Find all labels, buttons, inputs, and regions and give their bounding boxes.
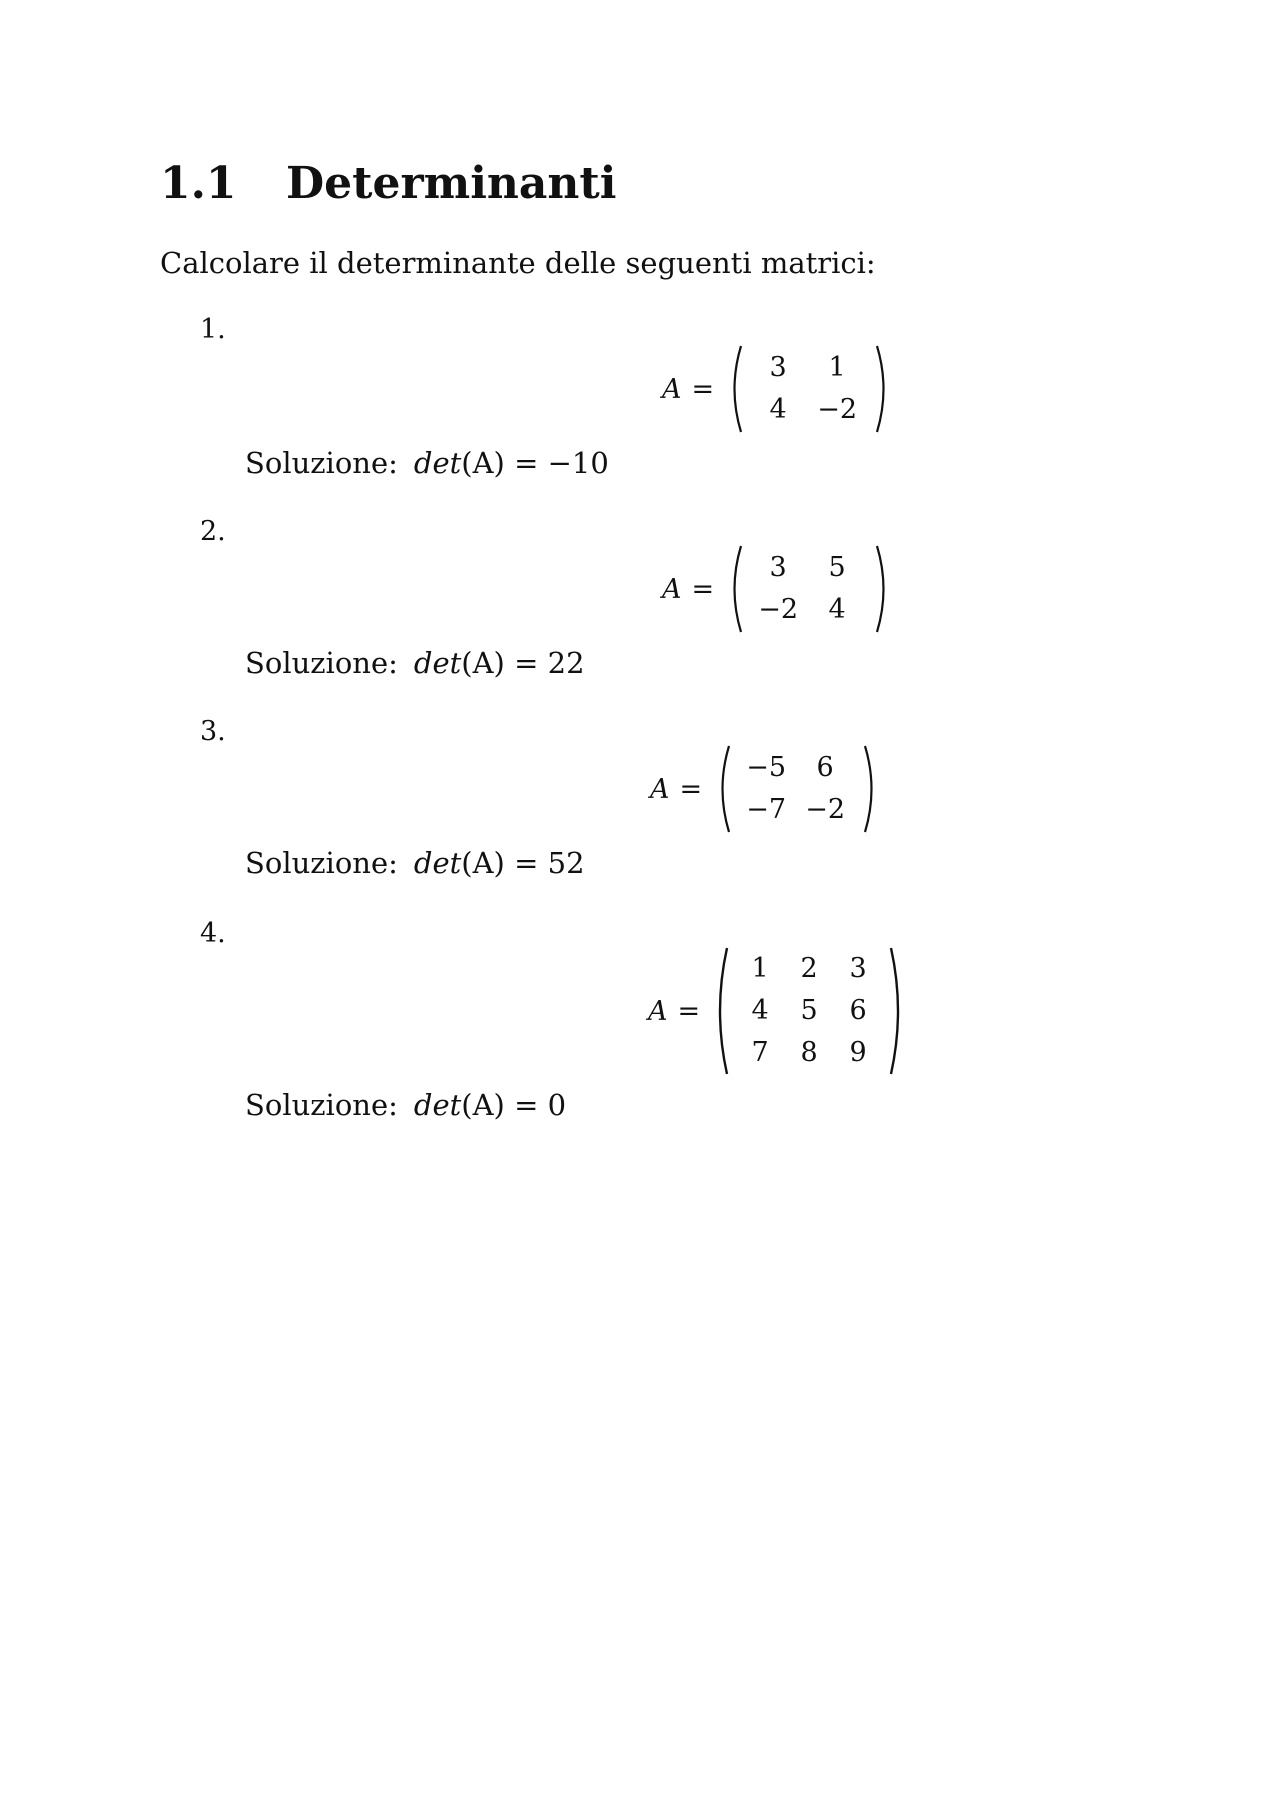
determinant-expression bbox=[414, 846, 585, 880]
matrix-cell: 9 bbox=[849, 1037, 867, 1068]
matrix-cell: 3 bbox=[769, 552, 787, 583]
matrix-cell: −2 bbox=[805, 794, 846, 825]
solution-label: Soluzione: bbox=[245, 846, 398, 880]
equals-sign: = bbox=[679, 773, 703, 805]
exercise-2-label: 2. bbox=[200, 516, 226, 547]
determinant-expression bbox=[414, 646, 585, 680]
section-number: 1.1 bbox=[160, 158, 237, 209]
matrix-2x2 bbox=[744, 550, 874, 628]
left-paren-icon bbox=[726, 344, 744, 434]
matrix-cell: 1 bbox=[828, 352, 846, 383]
determinant-expression bbox=[414, 446, 609, 480]
matrix-cell: 5 bbox=[828, 552, 846, 583]
det-equals: = bbox=[504, 646, 548, 680]
matrix-cell: 1 bbox=[751, 953, 769, 984]
section-heading bbox=[160, 158, 616, 209]
exercise-3-label: 3. bbox=[200, 716, 226, 747]
matrix-name: A bbox=[648, 995, 668, 1027]
determinant-expression bbox=[414, 1088, 566, 1122]
det-equals: = bbox=[504, 846, 548, 880]
matrix-cell: 4 bbox=[769, 394, 787, 425]
det-argument: (A) bbox=[461, 446, 505, 480]
right-paren-icon bbox=[874, 544, 892, 634]
matrix-cell: 6 bbox=[849, 995, 867, 1026]
exercise-1-solution bbox=[245, 446, 609, 480]
exercise-4-solution bbox=[245, 1088, 566, 1122]
matrix-cell: −5 bbox=[746, 752, 787, 783]
matrix-cell: 4 bbox=[751, 995, 769, 1026]
matrix-cell: 3 bbox=[769, 352, 787, 383]
det-equals: = bbox=[504, 1088, 548, 1122]
matrix-cell: −2 bbox=[817, 394, 858, 425]
equals-sign: = bbox=[677, 995, 701, 1027]
exercise-3-solution bbox=[245, 846, 585, 880]
exercise-4-equation bbox=[648, 946, 906, 1076]
matrix-cell: 8 bbox=[800, 1037, 818, 1068]
exercise-2-solution bbox=[245, 646, 585, 680]
matrix-cell: −7 bbox=[746, 794, 787, 825]
matrix-2x2 bbox=[732, 750, 862, 828]
matrix-cell: 4 bbox=[828, 594, 846, 625]
matrix-cell: 3 bbox=[849, 953, 867, 984]
matrix-cell: −2 bbox=[758, 594, 799, 625]
matrix-cell: 7 bbox=[751, 1037, 769, 1068]
det-function: det bbox=[413, 846, 462, 880]
matrix-cell: 2 bbox=[800, 953, 818, 984]
equals-sign: = bbox=[691, 373, 715, 405]
left-paren-icon bbox=[714, 744, 732, 834]
exercise-2-equation bbox=[662, 544, 892, 634]
exercise-4-label: 4. bbox=[200, 918, 226, 949]
exercise-3-equation bbox=[650, 744, 880, 834]
det-value: 22 bbox=[547, 646, 585, 680]
det-value: 0 bbox=[547, 1088, 567, 1122]
right-paren-icon bbox=[874, 344, 892, 434]
exercise-1-label: 1. bbox=[200, 314, 226, 345]
matrix-cell: 6 bbox=[816, 752, 834, 783]
solution-label: Soluzione: bbox=[245, 646, 398, 680]
det-value: −10 bbox=[547, 446, 609, 480]
det-function: det bbox=[413, 446, 462, 480]
solution-label: Soluzione: bbox=[245, 446, 398, 480]
right-paren-icon bbox=[888, 946, 906, 1076]
right-paren-icon bbox=[862, 744, 880, 834]
det-equals: = bbox=[504, 446, 548, 480]
section-title: Determinanti bbox=[286, 158, 617, 209]
left-paren-icon bbox=[726, 544, 744, 634]
det-argument: (A) bbox=[461, 846, 505, 880]
matrix-cell: 5 bbox=[800, 995, 818, 1026]
det-function: det bbox=[413, 646, 462, 680]
equals-sign: = bbox=[691, 573, 715, 605]
matrix-3x3 bbox=[730, 951, 888, 1071]
exercise-1-equation bbox=[662, 344, 892, 434]
det-value: 52 bbox=[547, 846, 585, 880]
det-argument: (A) bbox=[461, 646, 505, 680]
det-function: det bbox=[413, 1088, 462, 1122]
matrix-name: A bbox=[662, 573, 682, 605]
det-argument: (A) bbox=[461, 1088, 505, 1122]
left-paren-icon bbox=[712, 946, 730, 1076]
matrix-name: A bbox=[650, 773, 670, 805]
intro-text: Calcolare il determinante delle seguenti matrici: bbox=[160, 246, 876, 280]
solution-label: Soluzione: bbox=[245, 1088, 398, 1122]
matrix-2x2 bbox=[744, 350, 874, 428]
matrix-name: A bbox=[662, 373, 682, 405]
